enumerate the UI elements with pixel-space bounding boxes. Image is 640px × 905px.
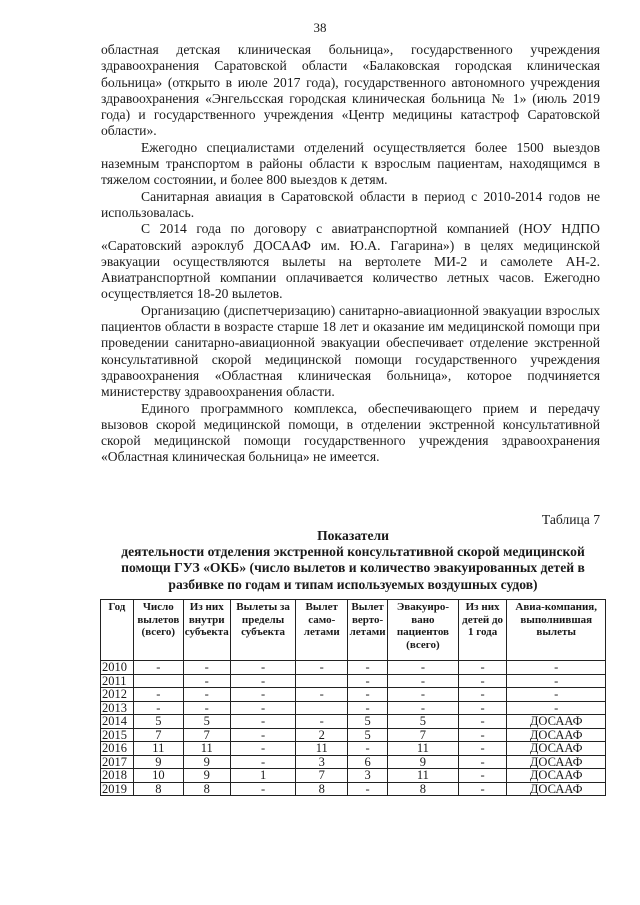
table-body (101, 661, 606, 796)
table-cell: - (348, 688, 388, 702)
column-header: Вылет верто-летами (348, 600, 388, 661)
year-cell: 2018 (101, 769, 134, 783)
table-cell: - (230, 674, 296, 688)
year-cell: 2011 (101, 674, 134, 688)
paragraph: Организацию (диспетчеризацию) санитарно-авиационной эвакуации взрослых пациентов области в возрасте старше 18 лет и оказание им медицинской помощи при проведении санитарно-авиационной эвакуации обеспечивает отделение экстренной консультативной скорой медицинской помощи государственного учреждения здравоохранения «Областная клиническая больница», которое подчиняется министерству здравоохранения области. (101, 302, 600, 400)
table-cell (296, 674, 348, 688)
table-cell: 7 (296, 769, 348, 783)
table-cell: 11 (388, 769, 459, 783)
table-cell: - (348, 701, 388, 715)
table-cell: - (348, 782, 388, 796)
column-header: Эвакуиро-вано пациентов (всего) (388, 600, 459, 661)
table-cell: - (388, 661, 459, 675)
year-cell: 2019 (101, 782, 134, 796)
page-number: 38 (313, 20, 327, 35)
paragraph: Ежегодно специалистами отделений осуществляется более 1500 выездов наземным транспортом в районы области к взрослым пациентам, находящимся в тяжелом состоянии, и более 800 выездов к детям. (101, 139, 600, 188)
table-cell (133, 674, 183, 688)
table-cell: 11 (133, 742, 183, 756)
paragraph: Единого программного комплекса, обеспечивающего прием и передачу вызовов скорой медицинской помощи, в отделении экстренной консультативной скорой медицинской помощи государственного учреждения здравоохранения «Областная клиническая больница» не имеется. (101, 400, 600, 465)
table-cell: - (458, 701, 507, 715)
table-cell: 5 (348, 715, 388, 729)
table-cell: 5 (133, 715, 183, 729)
table-cell: - (507, 674, 606, 688)
table-cell: - (230, 742, 296, 756)
table-cell: - (296, 661, 348, 675)
table-header-row (101, 600, 606, 661)
table-cell: - (230, 728, 296, 742)
table-title (96, 528, 610, 593)
table-cell: 10 (133, 769, 183, 783)
table-row (101, 701, 606, 715)
table-row (101, 715, 606, 729)
table-cell: - (230, 782, 296, 796)
table-cell: 3 (348, 769, 388, 783)
table-cell: - (458, 782, 507, 796)
table-cell: - (230, 701, 296, 715)
table-cell: - (133, 688, 183, 702)
table-cell: 9 (388, 755, 459, 769)
table-cell: - (183, 701, 230, 715)
table-cell: ДОСААФ (507, 755, 606, 769)
year-cell: 2014 (101, 715, 134, 729)
table-cell: - (458, 769, 507, 783)
column-header: Год (101, 600, 134, 661)
table-cell: 6 (348, 755, 388, 769)
table-cell: - (183, 688, 230, 702)
table-cell: - (458, 674, 507, 688)
table-cell: 1 (230, 769, 296, 783)
table-cell: - (507, 661, 606, 675)
table-cell: ДОСААФ (507, 728, 606, 742)
column-header: Из них детей до 1 года (458, 600, 507, 661)
table-row (101, 674, 606, 688)
table-cell: ДОСААФ (507, 782, 606, 796)
table-cell: - (507, 701, 606, 715)
table-row (101, 769, 606, 783)
table-caption: Таблица 7 (541, 512, 600, 527)
paragraph: С 2014 года по договору с авиатранспортной компанией (НОУ НДПО «Саратовский аэроклуб ДОСААФ им. Ю.А. Гагарина») в целях медицинской эвакуации осуществляются вылеты на вертолете МИ-2 и самолете АН-2. Авиатранспортной компании оплачивается количество летных часов. Ежегодно осуществляется 18-20 вылетов. (101, 221, 600, 302)
table-cell: 8 (296, 782, 348, 796)
table-cell: 5 (388, 715, 459, 729)
table-cell: 11 (183, 742, 230, 756)
table-row (101, 728, 606, 742)
table-cell: - (388, 674, 459, 688)
table-cell: - (348, 742, 388, 756)
table-cell (296, 701, 348, 715)
paragraph: Санитарная авиация в Саратовской области в период с 2010-2014 годов не использовалась. (101, 188, 600, 220)
table-cell: - (458, 755, 507, 769)
table-cell: - (458, 688, 507, 702)
table-cell: - (133, 701, 183, 715)
table-row (101, 688, 606, 702)
table-cell: - (507, 688, 606, 702)
table-cell: 8 (133, 782, 183, 796)
table-row (101, 661, 606, 675)
table-cell: 9 (183, 755, 230, 769)
table-cell: 5 (348, 728, 388, 742)
table-cell: - (230, 755, 296, 769)
table-cell: 2 (296, 728, 348, 742)
paragraph: областная детская клиническая больница», государственного учреждения здравоохранения Саратовской области «Балаковская городская клиническая больница» (открыто в июле 2017 года), государственного автономного учреждения здравоохранения «Энгельсская городская клиническая больница № 1» (июль 2019 года) и государственного учреждения «Центр медицины катастроф Саратовской области». (101, 42, 600, 139)
column-header: Авиа-компания, выполнившая вылеты (507, 600, 606, 661)
table-cell: 11 (388, 742, 459, 756)
table-cell: - (458, 742, 507, 756)
table-cell: - (230, 688, 296, 702)
table-cell: - (348, 661, 388, 675)
table-row (101, 742, 606, 756)
table-cell: - (183, 661, 230, 675)
table-cell: 3 (296, 755, 348, 769)
year-cell: 2010 (101, 661, 134, 675)
table-cell: 7 (133, 728, 183, 742)
table-title-heading: Показатели (317, 528, 389, 543)
table-cell: - (296, 688, 348, 702)
table-cell: 8 (183, 782, 230, 796)
column-header: Число вылетов (всего) (133, 600, 183, 661)
table-cell: 5 (183, 715, 230, 729)
body-text (101, 42, 600, 466)
year-cell: 2015 (101, 728, 134, 742)
table-cell: 11 (296, 742, 348, 756)
table-cell: - (348, 674, 388, 688)
table-cell: - (388, 688, 459, 702)
table-cell: ДОСААФ (507, 742, 606, 756)
table-title-description: деятельности отделения экстренной консультативной скорой медицинской помощи ГУЗ «ОКБ» (число вылетов и количество эвакуированных детей в разбивке по годам и типам используемых воздушных судов) (121, 544, 585, 592)
table-cell: 7 (388, 728, 459, 742)
table-cell: - (296, 715, 348, 729)
table-cell: 8 (388, 782, 459, 796)
table-cell: - (183, 674, 230, 688)
table-cell: ДОСААФ (507, 769, 606, 783)
year-cell: 2013 (101, 701, 134, 715)
year-cell: 2017 (101, 755, 134, 769)
column-header: Вылет само-летами (296, 600, 348, 661)
table-cell: - (388, 701, 459, 715)
table-cell: 7 (183, 728, 230, 742)
table-cell: 9 (183, 769, 230, 783)
table-cell: - (230, 661, 296, 675)
table-cell: - (133, 661, 183, 675)
table-cell: - (458, 661, 507, 675)
table-cell: - (458, 715, 507, 729)
column-header: Вылеты за пределы субъекта (230, 600, 296, 661)
table-cell: - (230, 715, 296, 729)
table-row (101, 782, 606, 796)
year-cell: 2012 (101, 688, 134, 702)
table-row (101, 755, 606, 769)
table-cell: 9 (133, 755, 183, 769)
table-cell: ДОСААФ (507, 715, 606, 729)
table-cell: - (458, 728, 507, 742)
year-cell: 2016 (101, 742, 134, 756)
column-header: Из них внутри субъекта (183, 600, 230, 661)
data-table (100, 599, 606, 796)
